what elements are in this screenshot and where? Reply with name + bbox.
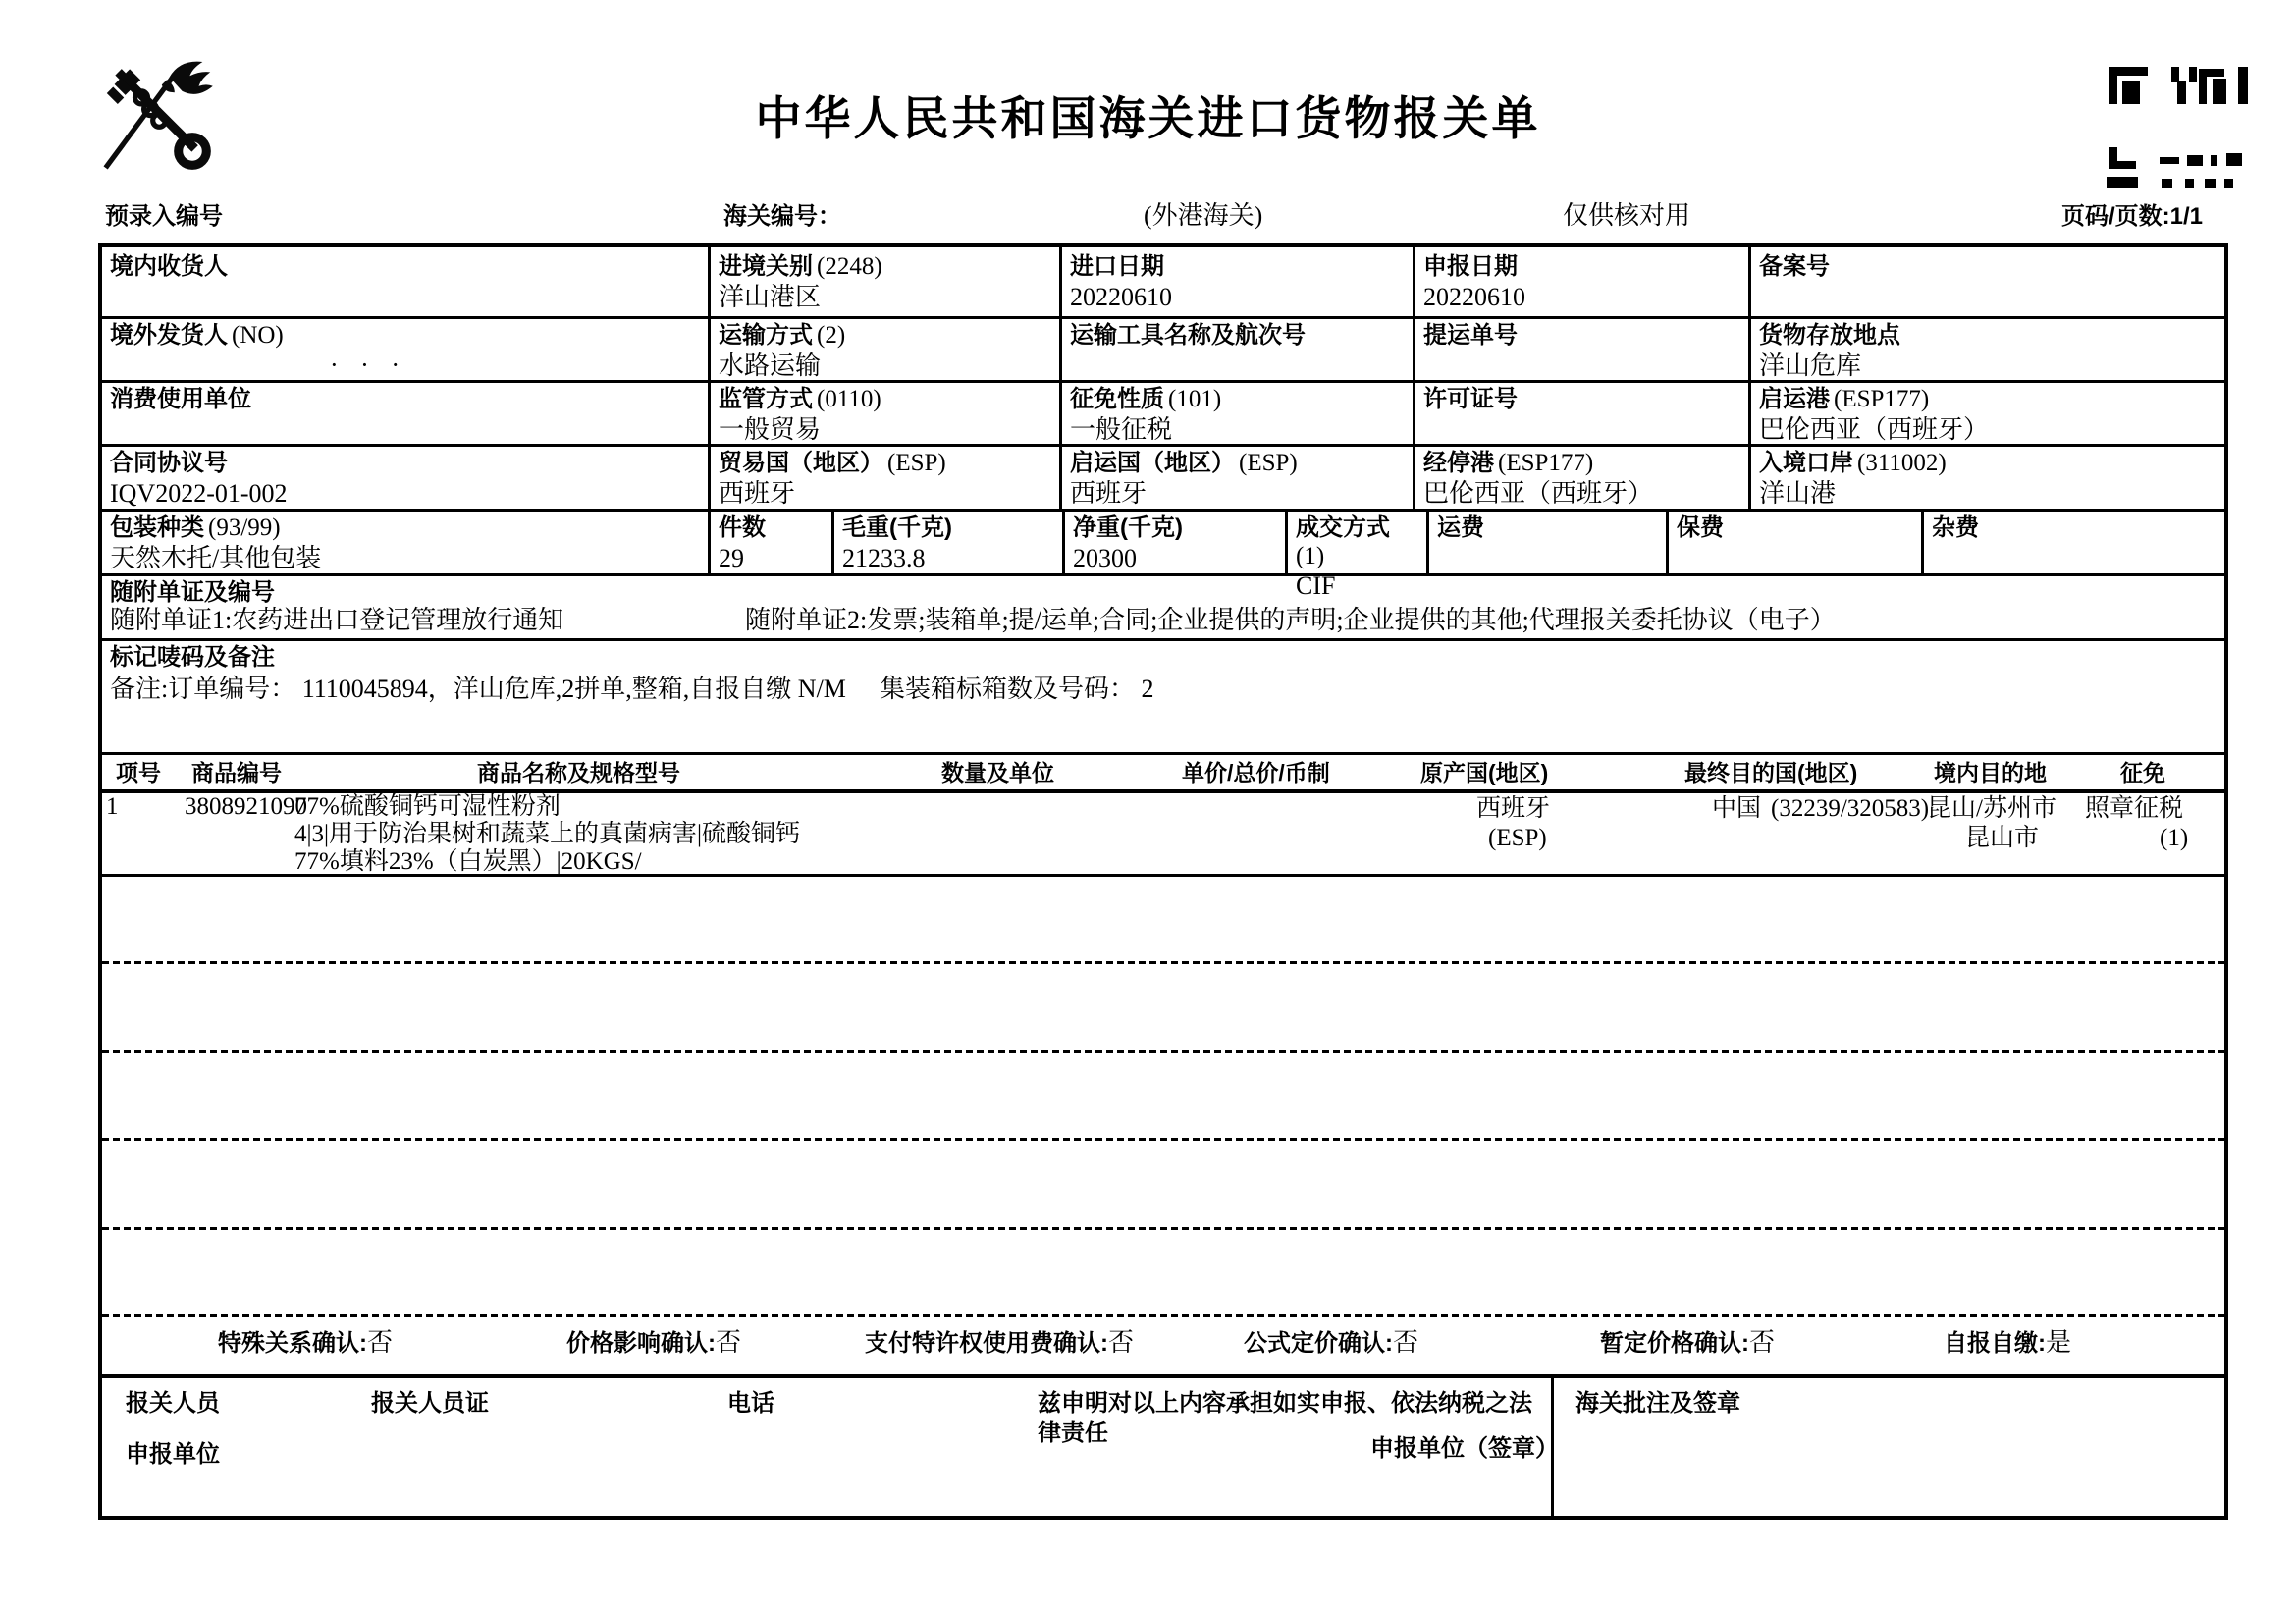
field-label: 征免性质	[1070, 386, 1164, 412]
field-label: 许可证号	[1423, 386, 1518, 412]
field-value: 29	[719, 544, 744, 572]
field-transaction-mode	[1288, 509, 1429, 600]
dest-city-2: 昆山市	[1965, 825, 2040, 851]
confirm-value: 否	[1749, 1328, 1776, 1357]
customs-note-label: 海关批注及签章	[1575, 1390, 1740, 1417]
goods-col-levy: 征免	[2120, 760, 2165, 785]
field-value: 20220610	[1070, 283, 1172, 311]
pre-entry-no-label: 预录入编号	[105, 203, 223, 230]
confirm-value: 否	[367, 1328, 394, 1357]
field-label: 件数	[719, 514, 766, 541]
field-value: 一般征税	[1070, 415, 1173, 444]
field-entry-port	[1751, 444, 2224, 509]
declarant-cert-label: 报关人员证	[371, 1390, 489, 1417]
field-label: 消费使用单位	[110, 386, 251, 412]
attached-docs-label: 随附单证及编号	[110, 579, 275, 606]
field-value: 20300	[1073, 544, 1137, 572]
dashed-separator	[102, 961, 2224, 964]
goods-col-item-no: 项号	[116, 760, 161, 785]
field-label: 包装种类	[110, 514, 204, 541]
attached-doc-2: 随附单证2:发票;装箱单;提/运单;合同;企业提供的声明;企业提供的其他;代理报关委托协议（电子）	[745, 606, 1836, 634]
container-info: 集装箱标箱数及号码： 2	[880, 675, 1154, 703]
footer-left-cell	[102, 1374, 1559, 1516]
field-label: 启运港	[1759, 386, 1830, 412]
field-contract-no	[102, 444, 711, 509]
field-value: 一般贸易	[719, 415, 822, 444]
port-note: (外港海关)	[1144, 201, 1263, 230]
form-row-3	[102, 380, 2224, 447]
goods-col-dest-place: 境内目的地	[1934, 760, 2047, 785]
field-label: 运输工具名称及航次号	[1070, 322, 1306, 349]
footer-right-cell	[1554, 1374, 2224, 1516]
field-value: 巴伦西亚（西班牙）	[1759, 415, 1990, 444]
field-transport-name	[1062, 316, 1415, 380]
confirm-value: 否	[716, 1328, 742, 1357]
field-code: (1)	[1296, 543, 1325, 569]
goods-col-dest-country: 最终目的国(地区)	[1684, 760, 1858, 785]
declare-unit-label: 申报单位	[126, 1441, 220, 1468]
origin-country: 西班牙	[1476, 795, 1551, 822]
field-code: (0110)	[817, 386, 881, 412]
field-label: 经停港	[1423, 450, 1494, 476]
check-note: 仅供核对用	[1563, 201, 1691, 230]
marks-label: 标记唛码及备注	[110, 644, 275, 671]
confirm-value: 否	[1108, 1328, 1135, 1357]
declare-unit-sign-label: 申报单位（签章）	[1370, 1435, 1559, 1462]
field-code: (ESP177)	[1834, 386, 1930, 412]
field-label: 贸易国（地区）	[719, 450, 883, 476]
field-label: 境外发货人	[110, 322, 228, 349]
field-code: (NO)	[232, 322, 284, 349]
marks-remark: 备注:订单编号： 1110045894，洋山危库,2拼单,整箱,自报自缴 N/M	[110, 675, 846, 703]
marks-notes	[102, 638, 2224, 752]
field-bill-no	[1415, 316, 1751, 380]
field-supervision-mode	[711, 380, 1062, 444]
form-row-4	[102, 444, 2224, 512]
attached-docs-row	[102, 573, 2224, 641]
declaration-form	[98, 243, 2228, 1520]
confirm-formula-pricing	[1244, 1327, 1418, 1359]
attached-docs	[102, 573, 2224, 638]
field-label: 毛重(千克)	[842, 514, 952, 541]
levy-mode: 照章征税	[2085, 795, 2184, 822]
field-transport-mode	[711, 316, 1062, 380]
goods-name-line2: 4|3|用于防治果树和蔬菜上的真菌病害|硫酸铜钙	[294, 821, 801, 847]
goods-name-line1: 77%硫酸铜钙可湿性粉剂	[294, 793, 561, 820]
field-declare-date	[1415, 247, 1751, 316]
field-code: (2248)	[817, 253, 882, 280]
field-label: 合同协议号	[110, 450, 228, 476]
field-value: 洋山港区	[719, 283, 822, 311]
field-label: 启运国（地区）	[1070, 450, 1235, 476]
confirm-royalty-payment	[865, 1327, 1134, 1359]
goods-col-price: 单价/总价/币制	[1182, 760, 1330, 785]
dashed-separator	[102, 1138, 2224, 1141]
origin-code: (ESP)	[1488, 825, 1547, 851]
dest-city: 昆山/苏州市	[1927, 795, 2056, 822]
confirm-self-declare	[1944, 1327, 2071, 1359]
field-consignee	[102, 247, 711, 316]
goods-empty-area	[102, 874, 2224, 1378]
dashed-separator	[102, 1314, 2224, 1317]
field-label: 申报日期	[1423, 253, 1518, 280]
field-value: 洋山危库	[1759, 352, 1862, 380]
form-row-2	[102, 316, 2224, 383]
confirm-value: 否	[1393, 1328, 1419, 1357]
goods-col-code: 商品编号	[191, 760, 282, 785]
field-value: 21233.8	[842, 544, 926, 572]
field-entry-customs	[711, 247, 1062, 316]
field-value: IQV2022-01-002	[110, 479, 288, 508]
declaration-statement: 兹申明对以上内容承担如实申报、依法纳税之法律责任	[1038, 1390, 1532, 1446]
confirm-special-relation	[218, 1327, 393, 1359]
field-label: 货物存放地点	[1759, 322, 1900, 349]
field-code: (311002)	[1857, 450, 1947, 476]
footer-row	[102, 1374, 2224, 1516]
field-value: CIF	[1296, 571, 1336, 600]
goods-col-quantity: 数量及单位	[941, 760, 1054, 785]
dest-detail-code: (32239/320583)	[1771, 795, 1930, 822]
field-transit-port	[1415, 444, 1751, 509]
field-package-type	[102, 509, 711, 573]
marks-row	[102, 638, 2224, 755]
field-label: 净重(千克)	[1073, 514, 1183, 541]
goods-col-name: 商品名称及规格型号	[477, 760, 680, 785]
customs-no-label: 海关编号：	[723, 203, 841, 230]
dashed-separator	[102, 1050, 2224, 1053]
field-label: 监管方式	[719, 386, 813, 412]
confirm-provisional-price	[1600, 1327, 1775, 1359]
field-code: (ESP177)	[1498, 450, 1594, 476]
goods-col-origin: 原产国(地区)	[1420, 760, 1549, 785]
field-value: 水路运输	[719, 352, 822, 380]
dest-country: 中国	[1712, 795, 1762, 822]
confirm-value: 是	[2046, 1328, 2072, 1357]
dashed-separator	[102, 1227, 2224, 1230]
field-label: 保费	[1677, 514, 1724, 541]
levy-code: (1)	[2160, 825, 2189, 851]
attached-doc-1: 随附单证1:农药进出口登记管理放行通知	[110, 606, 564, 634]
field-code: (101)	[1168, 386, 1222, 412]
confirm-price-influence	[566, 1327, 741, 1359]
field-label: 进口日期	[1070, 253, 1164, 280]
field-consumer-unit	[102, 380, 711, 444]
field-code: (93/99)	[208, 514, 281, 541]
field-label: 提运单号	[1423, 322, 1518, 349]
field-gross-weight	[834, 509, 1065, 573]
field-trade-country	[711, 444, 1062, 509]
field-value: 西班牙	[1070, 479, 1148, 508]
field-net-weight	[1065, 509, 1288, 573]
field-label: 进境关别	[719, 253, 813, 280]
field-value: 洋山港	[1759, 479, 1837, 508]
phone-label: 电话	[727, 1390, 774, 1417]
field-code: (ESP)	[1239, 450, 1298, 476]
goods-header-row	[102, 752, 2224, 793]
field-label: 运费	[1437, 514, 1484, 541]
field-value: 西班牙	[719, 479, 796, 508]
item-no: 1	[106, 793, 119, 820]
field-value: 天然木托/其他包装	[110, 544, 322, 572]
field-label: 备案号	[1759, 253, 1830, 280]
field-label: 运输方式	[719, 322, 813, 349]
field-label: 杂费	[1932, 514, 1979, 541]
field-label: 入境口岸	[1759, 450, 1853, 476]
field-departure-country	[1062, 444, 1415, 509]
field-pieces	[711, 509, 834, 573]
goods-name-line3: 77%填料23%（白炭黑）|20KGS/	[294, 848, 642, 875]
confirm-label: 暂定价格确认:	[1600, 1330, 1749, 1357]
field-departure-port	[1751, 380, 2224, 444]
field-tax-nature	[1062, 380, 1415, 444]
confirm-label: 特殊关系确认:	[218, 1330, 367, 1357]
field-import-date	[1062, 247, 1415, 316]
field-misc-fee	[1924, 509, 2224, 573]
field-value: · · ·	[330, 351, 407, 379]
confirm-label: 公式定价确认:	[1244, 1330, 1393, 1357]
confirm-label: 自报自缴:	[1944, 1330, 2046, 1357]
field-freight	[1429, 509, 1669, 573]
field-value: 巴伦西亚（西班牙）	[1423, 479, 1654, 508]
field-label: 境内收货人	[110, 253, 228, 280]
declarant-label: 报关人员	[126, 1390, 220, 1417]
field-label: 成交方式	[1296, 514, 1390, 541]
commodity-code: 3808921090	[185, 793, 307, 820]
goods-item-row	[102, 789, 2224, 877]
field-record-no	[1751, 247, 2224, 316]
confirm-label: 支付特许权使用费确认:	[865, 1330, 1108, 1357]
page-title: 中华人民共和国海关进口货物报关单	[755, 92, 1541, 144]
confirm-label: 价格影响确认:	[566, 1330, 716, 1357]
field-license-no	[1415, 380, 1751, 444]
field-code: (ESP)	[887, 450, 946, 476]
form-row-1	[102, 247, 2224, 319]
field-overseas-shipper	[102, 316, 711, 380]
field-value: 20220610	[1423, 283, 1525, 311]
page-info: 页码/页数:1/1	[2061, 203, 2204, 230]
field-storage-place	[1751, 316, 2224, 380]
field-insurance	[1669, 509, 1924, 573]
field-code: (2)	[817, 322, 846, 349]
